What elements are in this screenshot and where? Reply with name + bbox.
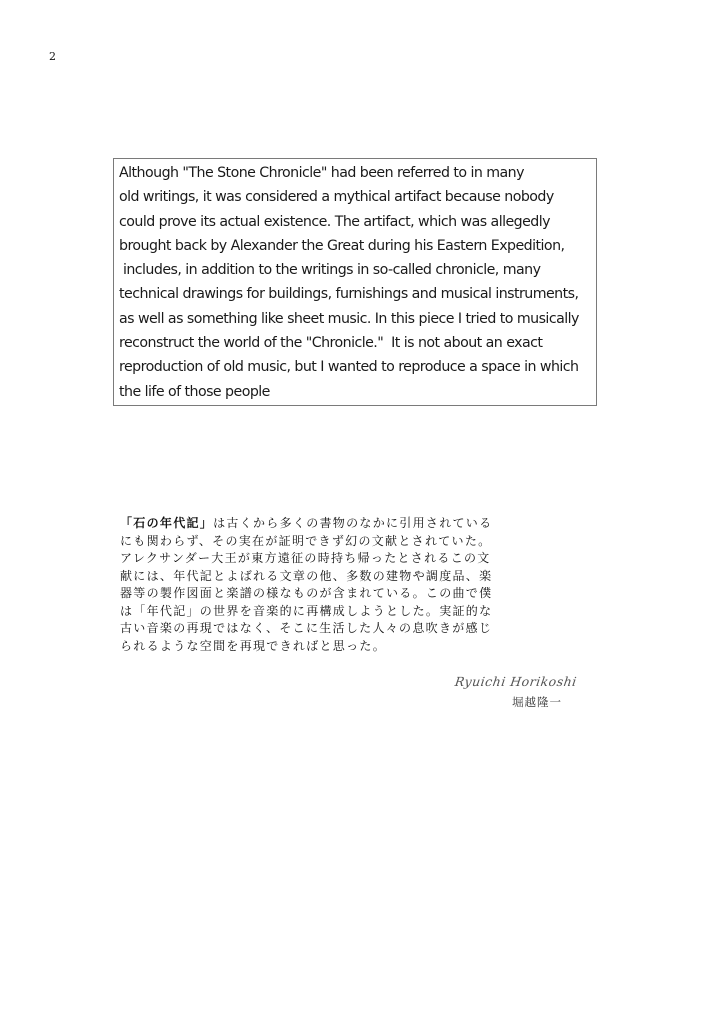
japanese-line: られるような空間を再現できればと思った。 — [120, 638, 387, 653]
japanese-line: 古い音楽の再現ではなく、そこに生活した人々の息吹きが感じ — [120, 621, 493, 635]
japanese-title: 「石の年代記」 — [120, 516, 214, 530]
japanese-line: 献には、年代記とよばれる文章の他、多数の建物や調度品、楽 — [120, 568, 493, 583]
english-line: reconstruct the world of the "Chronicle." It is not about an exact — [119, 335, 543, 352]
page-number: 2 — [49, 50, 56, 63]
japanese-line: アレクサンダー大王が東方遠征の時持ち帰ったとされるこの文 — [120, 551, 491, 565]
english-line: technical drawings for buildings, furnishings and musical instruments, — [119, 286, 579, 303]
english-line: Although "The Stone Chronicle" had been referred to in many — [119, 165, 524, 181]
english-line: as well as something like sheet music. In this piece I tried to musically — [119, 310, 579, 327]
english-line: the life of those people — [119, 383, 270, 400]
japanese-line — [120, 515, 590, 533]
english-line: brought back by Alexander the Great during his Eastern Expedition, — [119, 237, 565, 254]
english-line: could prove its actual existence. The artifact, which was allegedly — [119, 213, 550, 230]
japanese-line-rest: は古くから多くの書物のなかに引用されている — [213, 516, 493, 530]
japanese-line: は「年代記」の世界を音楽的に再構成しようとした。実証的な — [120, 603, 493, 618]
english-line: reproduction of old music, but I wanted to reproduce a space in which — [119, 359, 579, 376]
japanese-line: 器等の製作図面と楽譜の様なものが含まれている。この曲で僕 — [120, 586, 493, 600]
signature-kanji: 堀越隆一 — [512, 695, 562, 709]
english-text-box — [113, 158, 597, 406]
japanese-line: にも関わらず、その実在が証明できず幻の文献とされていた。 — [120, 533, 492, 548]
signature-latin: Ryuichi Horikoshi — [453, 674, 578, 689]
english-line: includes, in addition to the writings in so-called chronicle, many — [119, 262, 541, 279]
japanese-text-block — [120, 515, 590, 655]
english-line: old writings, it was considered a mythical artifact because nobody — [119, 189, 554, 206]
